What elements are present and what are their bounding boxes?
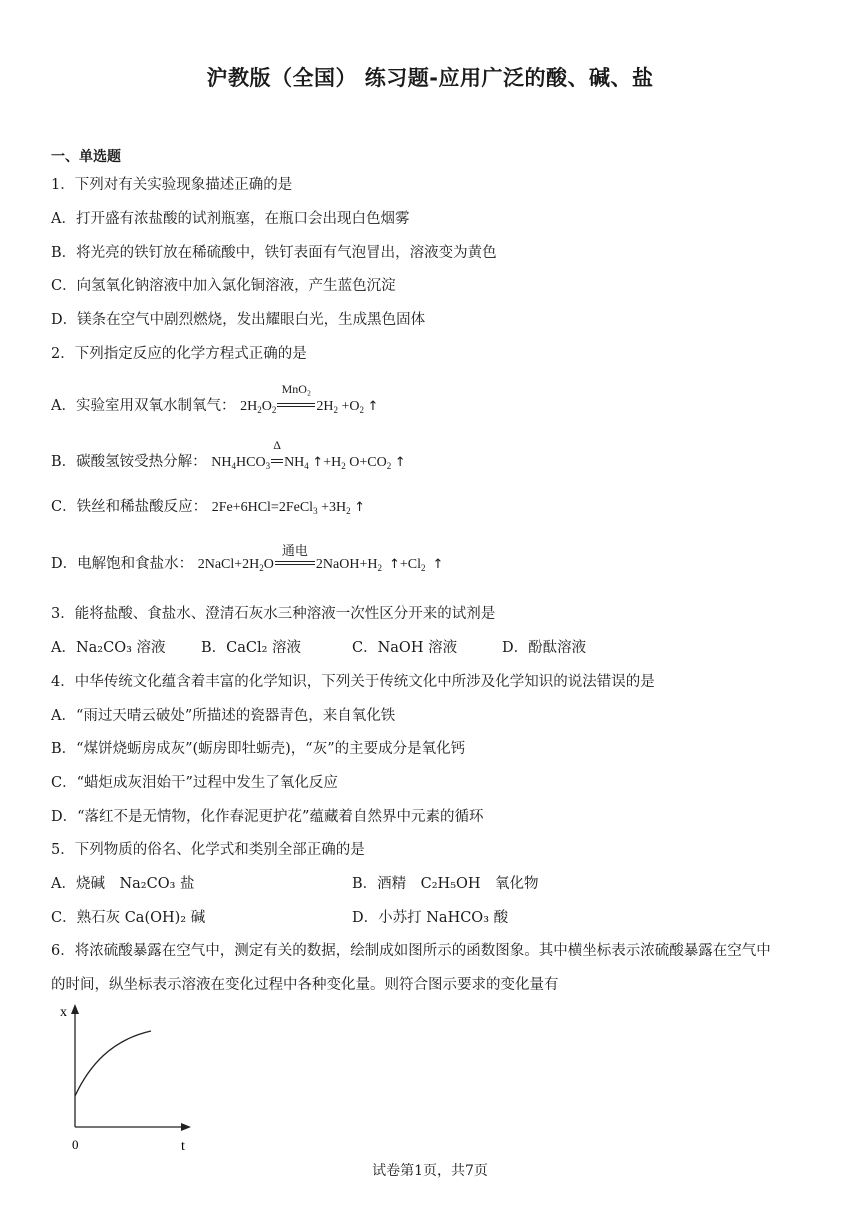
question-4-stem: 4．中华传统文化蕴含着丰富的化学知识，下列关于传统文化中所涉及化学知识的说法错误的是 bbox=[51, 674, 655, 690]
question-6-graph bbox=[55, 1000, 205, 1160]
gas-arrow-icon: ↑ bbox=[394, 455, 406, 470]
question-5-option-a: A．烧碱 Na₂CO₃ 盐 bbox=[51, 876, 195, 892]
section-heading: 一、单选题 bbox=[51, 149, 121, 165]
option-c-label: C．铁丝和稀盐酸反应： bbox=[51, 499, 208, 515]
question-3-option-b: B．CaCl₂ 溶液 bbox=[201, 640, 302, 656]
question-3-stem: 3．能将盐酸、食盐水、澄清石灰水三种溶液一次性区分开来的试剂是 bbox=[51, 606, 496, 622]
gas-arrow-icon: ↑ bbox=[367, 399, 379, 414]
question-2-option-c bbox=[51, 495, 365, 516]
option-a-label: A．实验室用双氧水制氧气： bbox=[51, 398, 236, 414]
gas-arrow-icon: ↑ bbox=[312, 455, 324, 470]
equation-d: $2NaCl+2H_2O$ 通电 $2NaOH+H_2$ $↑+Cl_2$ ↑ bbox=[198, 557, 444, 572]
option-b-label: B．碳酸氢铵受热分解： bbox=[51, 454, 207, 470]
question-6-stem-line-1: 6．将浓硫酸暴露在空气中，测定有关的数据，绘制成如图所示的函数图象。其中横坐标表示浓硫酸暴露在空气中 bbox=[51, 943, 771, 959]
question-1-option-d: D．镁条在空气中剧烈燃烧，发出耀眼白光，生成黑色固体 bbox=[51, 312, 426, 328]
question-4-option-c: C．“蜡炬成灰泪始干”过程中发生了氧化反应 bbox=[51, 775, 338, 791]
option-d-label: D．电解饱和食盐水： bbox=[51, 556, 194, 572]
page-title: 沪教版（全国） 练习题-应用广泛的酸、碱、盐 bbox=[206, 66, 654, 90]
gas-arrow-icon: ↑ bbox=[432, 557, 444, 572]
question-1-option-c: C．向氢氧化钠溶液中加入氯化铜溶液，产生蓝色沉淀 bbox=[51, 278, 396, 294]
question-2-stem: 2．下列指定反应的化学方程式正确的是 bbox=[51, 346, 307, 362]
page-footer: 试卷第1页，共7页 bbox=[372, 1163, 488, 1179]
y-axis-arrow-icon bbox=[71, 1004, 79, 1014]
x-axis-arrow-icon bbox=[181, 1123, 191, 1131]
question-3-option-c: C．NaOH 溶液 bbox=[352, 640, 458, 656]
question-5-option-c: C．熟石灰 Ca(OH)₂ 碱 bbox=[51, 910, 206, 926]
question-2-option-a bbox=[51, 382, 379, 415]
question-4-option-d: D．“落红不是无情物，化作春泥更护花”蕴藏着自然界中元素的循环 bbox=[51, 809, 484, 825]
equation-b: $NH_4HCO_3$ Δ $NH_4$ $↑+H_2$ $O+CO_2$ ↑ bbox=[211, 438, 406, 471]
gas-arrow-icon: ↑ bbox=[354, 500, 365, 515]
question-2-option-b bbox=[51, 438, 406, 471]
equation-a: $2H_2O_2$ MnO₂ $2H_2 +O_2$ ↑ bbox=[240, 382, 379, 415]
equation-c: 2Fe+6HCl=2FeCl$_3$ $+3H_2$ ↑ bbox=[211, 500, 365, 516]
question-2-option-d bbox=[51, 543, 444, 573]
question-4-option-b: B．“煤饼烧蛎房成灰”(蛎房即牡蛎壳)，“灰”的主要成分是氧化钙 bbox=[51, 741, 466, 757]
y-axis-label: x bbox=[60, 1005, 67, 1020]
question-1-option-b: B．将光亮的铁钉放在稀硫酸中，铁钉表面有气泡冒出，溶液变为黄色 bbox=[51, 245, 497, 261]
question-5-option-b: B．酒精 C₂H₅OH 氧化物 bbox=[352, 876, 539, 892]
question-5-option-d: D．小苏打 NaHCO₃ 酸 bbox=[352, 910, 509, 926]
question-1-stem: 1．下列对有关实验现象描述正确的是 bbox=[51, 177, 293, 193]
x-axis-label: t bbox=[181, 1139, 185, 1154]
gas-arrow-icon: ↑ bbox=[388, 557, 400, 572]
curve bbox=[75, 1031, 151, 1096]
condition-heat: Δ bbox=[273, 438, 281, 452]
condition-catalyst: MnO₂ bbox=[281, 382, 312, 396]
question-3-option-a: A．Na₂CO₃ 溶液 bbox=[51, 640, 166, 656]
question-1-option-a: A．打开盛有浓盐酸的试剂瓶塞，在瓶口会出现白色烟雾 bbox=[51, 211, 410, 227]
question-3-option-d: D．酚酞溶液 bbox=[502, 640, 587, 656]
origin-label: 0 bbox=[72, 1137, 79, 1152]
question-5-stem: 5．下列物质的俗名、化学式和类别全部正确的是 bbox=[51, 842, 365, 858]
question-6-stem-line-2: 的时间，纵坐标表示溶液在变化过程中各种变化量。则符合图示要求的变化量有 bbox=[51, 977, 559, 993]
condition-electricity: 通电 bbox=[281, 543, 308, 558]
question-4-option-a: A．“雨过天晴云破处”所描述的瓷器青色，来自氧化铁 bbox=[51, 708, 396, 724]
